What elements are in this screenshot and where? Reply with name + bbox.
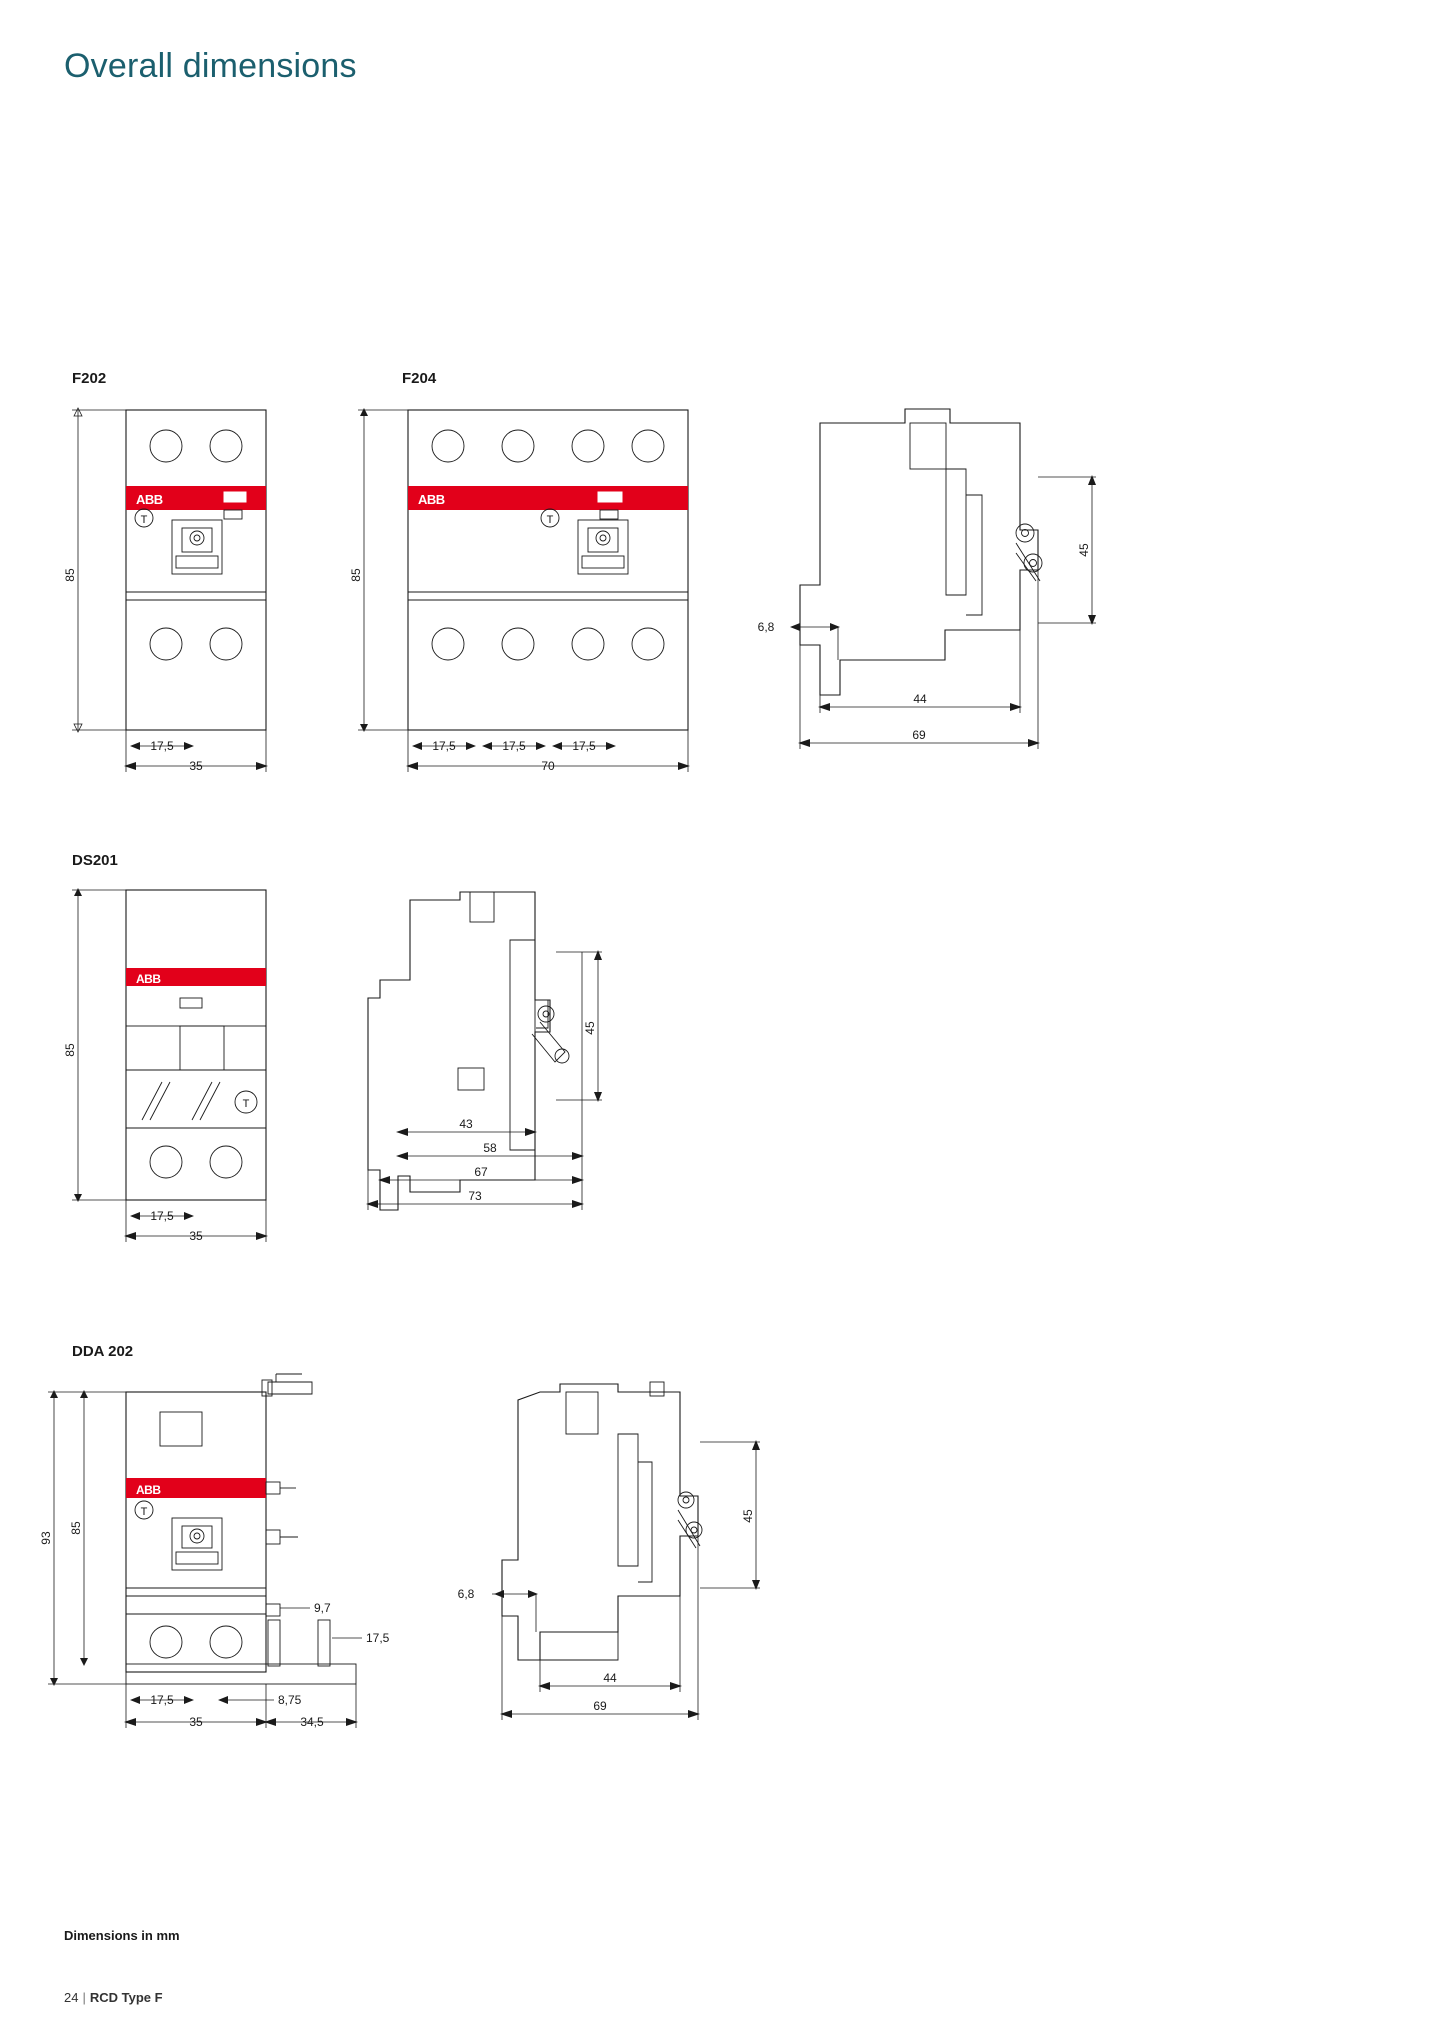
dim-f204-w3: 17,5 — [572, 739, 596, 753]
drawing-ds201-side — [350, 880, 730, 1310]
dim-ds201-module-width: 17,5 — [150, 1209, 174, 1223]
dim-dda202-side-depth-body: 44 — [603, 1671, 617, 1685]
dim-ds201-d2: 58 — [483, 1141, 497, 1155]
section-label-ds201: DS201 — [72, 852, 118, 869]
dim-dda202-height-total: 93 — [39, 1531, 53, 1545]
page-footer — [64, 1990, 163, 2005]
section-label-f204: F204 — [402, 370, 437, 387]
svg-text:T: T — [140, 514, 148, 526]
dim-f204-height: 85 — [349, 568, 363, 582]
dim-side-rail-offset: 6,8 — [757, 620, 775, 634]
dim-f204-total-width: 70 — [541, 759, 555, 773]
dim-side-depth-body: 44 — [913, 692, 927, 706]
drawing-dda202-front — [40, 1370, 440, 1790]
dim-ds201-height: 85 — [63, 1043, 77, 1057]
drawing-ds201-front — [64, 880, 304, 1300]
dim-ds201-d4: 73 — [468, 1189, 482, 1203]
drawing-dda202-side — [457, 1370, 880, 1790]
dim-ds201-d3: 67 — [474, 1165, 488, 1179]
svg-text:T: T — [546, 514, 554, 526]
dim-ds201-side-front-height: 45 — [583, 1021, 597, 1035]
dimensions-note: Dimensions in mm — [64, 1928, 180, 1943]
dim-side-front-height: 45 — [1077, 543, 1091, 557]
page-number: 24 — [64, 1990, 79, 2005]
document-name: RCD Type F — [89, 1990, 163, 2005]
dim-dda202-height-body: 85 — [69, 1521, 83, 1535]
svg-text:T: T — [242, 1098, 250, 1110]
dim-dda202-pin-height: 9,7 — [314, 1601, 331, 1615]
dim-f204-w1: 17,5 — [432, 739, 456, 753]
drawing-f202 — [64, 400, 294, 800]
section-label-f202: F202 — [72, 370, 107, 387]
dim-ds201-total-width: 35 — [189, 1229, 203, 1243]
dim-f202-module-width: 17,5 — [150, 739, 174, 753]
svg-text:ABB: ABB — [136, 1483, 161, 1497]
dim-dda202-side-depth-total: 69 — [593, 1699, 607, 1713]
dim-f204-w2: 17,5 — [502, 739, 526, 753]
dim-ds201-d1: 43 — [459, 1117, 473, 1131]
dim-dda202-terminal-pitch: 8,75 — [278, 1693, 302, 1707]
section-label-dda202: DDA 202 — [72, 1343, 134, 1360]
dim-dda202-total-width: 35 — [189, 1715, 203, 1729]
svg-text:T: T — [140, 1506, 148, 1518]
dim-dda202-accessory-width: 34,5 — [300, 1715, 324, 1729]
svg-text:ABB: ABB — [418, 492, 445, 507]
svg-text:ABB: ABB — [136, 492, 163, 507]
dim-dda202-side-front-height: 45 — [741, 1509, 755, 1523]
dim-f202-total-width: 35 — [189, 759, 203, 773]
drawing-f204 — [350, 400, 710, 800]
dim-dda202-pin-offset: 17,5 — [366, 1631, 390, 1645]
drawing-f-side-view — [720, 395, 1150, 815]
svg-text:ABB: ABB — [136, 972, 161, 986]
footer-separator: | — [82, 1990, 86, 2005]
dim-f202-height: 85 — [63, 568, 77, 582]
dim-dda202-side-rail-offset: 6,8 — [457, 1587, 475, 1601]
dim-dda202-module-width: 17,5 — [150, 1693, 174, 1707]
dim-side-depth-total: 69 — [912, 728, 926, 742]
page-title: Overall dimensions — [64, 47, 357, 85]
